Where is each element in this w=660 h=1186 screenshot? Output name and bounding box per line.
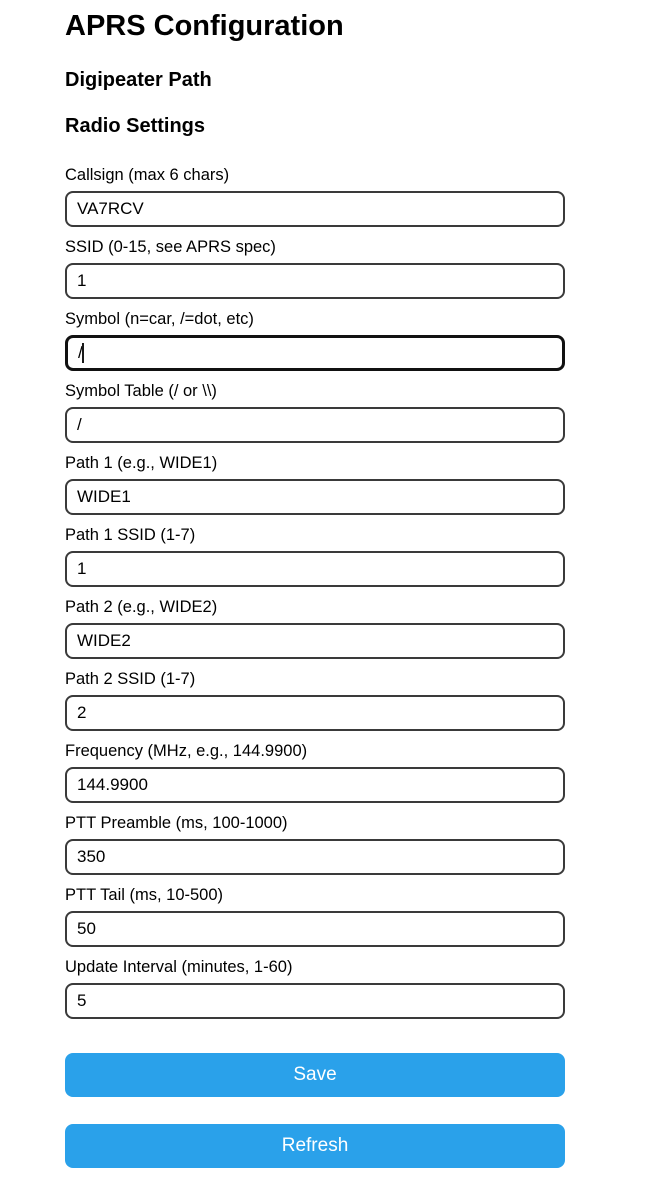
- page-title: APRS Configuration: [65, 10, 344, 42]
- path2-label: Path 2 (e.g., WIDE2): [65, 598, 218, 616]
- path2-field-group: [65, 597, 565, 659]
- ptt-tail-label: PTT Tail (ms, 10-500): [65, 886, 224, 904]
- path2-ssid-input[interactable]: [65, 695, 565, 731]
- path1-ssid-label: Path 1 SSID (1-7): [65, 526, 196, 544]
- aprs-config-page: [65, 0, 565, 1186]
- path1-ssid-field-group: [65, 525, 565, 587]
- path1-input[interactable]: [65, 479, 565, 515]
- section-heading-radio-settings: Radio Settings: [65, 115, 206, 137]
- refresh-button[interactable]: Refresh: [65, 1124, 565, 1168]
- symbol-table-label: Symbol Table (/ or \\): [65, 382, 217, 400]
- ptt-tail-field-group: [65, 885, 565, 947]
- symbol-label: Symbol (n=car, /=dot, etc): [65, 310, 254, 328]
- update-interval-label: Update Interval (minutes, 1-60): [65, 958, 293, 976]
- frequency-label: Frequency (MHz, e.g., 144.9900): [65, 742, 308, 760]
- path2-input[interactable]: [65, 623, 565, 659]
- callsign-field-group: [65, 165, 565, 227]
- save-button[interactable]: Save: [65, 1053, 565, 1097]
- callsign-label: Callsign (max 6 chars): [65, 166, 230, 184]
- path1-field-group: [65, 453, 565, 515]
- ptt-tail-input[interactable]: [65, 911, 565, 947]
- symbol-table-input[interactable]: [65, 407, 565, 443]
- update-interval-input[interactable]: [65, 983, 565, 1019]
- callsign-input[interactable]: [65, 191, 565, 227]
- path1-label: Path 1 (e.g., WIDE1): [65, 454, 218, 472]
- path2-ssid-label: Path 2 SSID (1-7): [65, 670, 196, 688]
- path1-ssid-input[interactable]: [65, 551, 565, 587]
- symbol-field-group: [65, 309, 565, 371]
- update-interval-field-group: [65, 957, 565, 1019]
- text-caret: [82, 343, 84, 363]
- ptt-preamble-input[interactable]: [65, 839, 565, 875]
- ptt-preamble-label: PTT Preamble (ms, 100-1000): [65, 814, 288, 832]
- ssid-input[interactable]: [65, 263, 565, 299]
- path2-ssid-field-group: [65, 669, 565, 731]
- frequency-input[interactable]: [65, 767, 565, 803]
- frequency-field-group: [65, 741, 565, 803]
- ptt-preamble-field-group: [65, 813, 565, 875]
- section-heading-digipeater-path: Digipeater Path: [65, 69, 212, 91]
- ssid-label: SSID (0-15, see APRS spec): [65, 238, 276, 256]
- symbol-table-field-group: [65, 381, 565, 443]
- symbol-input[interactable]: [65, 335, 565, 371]
- ssid-field-group: [65, 237, 565, 299]
